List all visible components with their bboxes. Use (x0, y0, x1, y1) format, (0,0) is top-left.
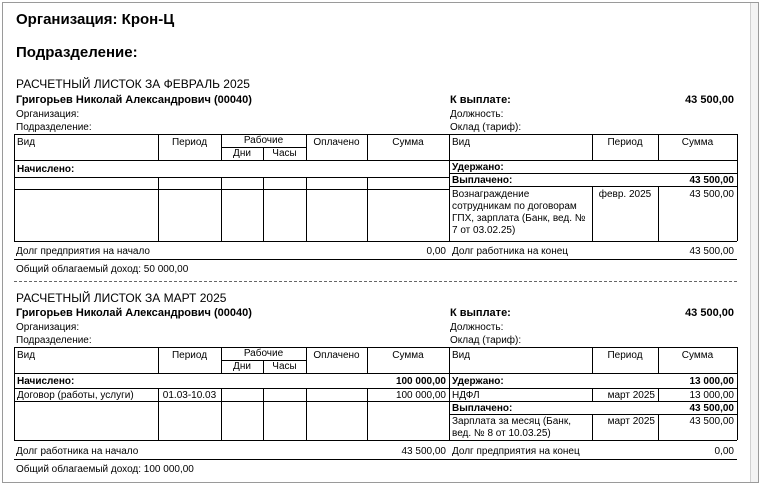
col-hours: Часы (272, 361, 297, 372)
salary-label: Оклад (тариф): (450, 335, 522, 346)
taxable-income: Общий облагаемый доход: 100 000,00 (16, 464, 194, 475)
debt-start-label: Долг работника на начало (16, 446, 139, 457)
col-kind: Вид (17, 350, 36, 361)
accrual-kind: Договор (работы, услуги) (17, 390, 134, 401)
accrued-total: 100 000,00 (395, 376, 446, 387)
col-work: Рабочие (243, 348, 284, 359)
paid-out-total: 43 500,00 (689, 403, 734, 414)
accrued-label: Начислено: (17, 164, 75, 175)
accrued-label: Начислено: (17, 376, 75, 387)
debt-start-value: 43 500,00 (401, 446, 446, 457)
col-sum: Сумма (392, 137, 424, 148)
withheld-total: 13 000,00 (689, 376, 734, 387)
debt-end-value: 43 500,00 (689, 246, 734, 257)
org-label: Организация: (16, 109, 80, 120)
report-sheet (2, 2, 759, 483)
slip-separator (14, 281, 737, 282)
employee-name: Григорьев Николай Александрович (00040) (16, 94, 252, 106)
to-pay-label: К выплате: (450, 94, 511, 106)
dept-label: Подразделение: (16, 335, 92, 346)
col-sum-right: Сумма (681, 350, 714, 361)
payout-sum: 43 500,00 (689, 416, 734, 427)
paid-out-label: Выплачено: (452, 175, 513, 186)
paid-out-label: Выплачено: (452, 403, 513, 414)
position-label: Должность: (450, 322, 504, 333)
employee-name: Григорьев Николай Александрович (00040) (16, 307, 252, 319)
col-period-right: Период (607, 137, 643, 148)
col-hours: Часы (272, 148, 297, 159)
withholding-kind: НДФЛ (452, 390, 480, 401)
to-pay-value: 43 500,00 (685, 307, 734, 319)
to-pay-value: 43 500,00 (685, 94, 734, 106)
to-pay-label: К выплате: (450, 307, 511, 319)
position-label: Должность: (450, 109, 504, 120)
col-kind-right: Вид (452, 137, 471, 148)
debt-end-label: Долг работника на конец (452, 246, 569, 257)
debt-start-label: Долг предприятия на начало (16, 246, 150, 257)
col-period-right: Период (607, 350, 643, 361)
col-period: Период (171, 350, 208, 361)
col-period: Период (171, 137, 208, 148)
withholding-period: март 2025 (607, 390, 655, 401)
debt-end-label: Долг предприятия на конец (452, 446, 580, 457)
col-sum-right: Сумма (681, 137, 714, 148)
withheld-label: Удержано: (452, 162, 504, 173)
col-paid: Оплачено (313, 350, 360, 361)
col-work: Рабочие (243, 135, 284, 146)
col-paid: Оплачено (313, 137, 360, 148)
col-kind-right: Вид (452, 350, 471, 361)
col-days: Дни (233, 361, 251, 372)
payout-sum: 43 500,00 (689, 189, 734, 200)
payout-period: март 2025 (607, 416, 655, 427)
slip-title: РАСЧЕТНЫЙ ЛИСТОК ЗА ФЕВРАЛЬ 2025 (16, 77, 250, 91)
debt-start-value: 0,00 (426, 246, 446, 257)
accrual-period: 01.03-10.03 (162, 390, 217, 401)
salary-label: Оклад (тариф): (450, 122, 522, 133)
department-heading: Подразделение: (16, 44, 138, 61)
payout-period: февр. 2025 (598, 189, 652, 200)
organization-heading: Организация: Крон-Ц (16, 11, 175, 28)
taxable-income: Общий облагаемый доход: 50 000,00 (16, 264, 189, 275)
payout-kind: Вознаграждение сотрудникам по договорам ГПХ, зарплата (Банк, вед. № 7 от 03.02.25) (452, 189, 586, 236)
withheld-label: Удержано: (452, 376, 504, 387)
slip-title: РАСЧЕТНЫЙ ЛИСТОК ЗА МАРТ 2025 (16, 291, 227, 305)
col-sum: Сумма (392, 350, 424, 361)
paid-out-total: 43 500,00 (689, 175, 734, 186)
col-days: Дни (233, 148, 251, 159)
payout-kind: Зарплата за месяц (Банк, вед. № 8 от 10.03.25) (452, 416, 571, 439)
dept-label: Подразделение: (16, 122, 92, 133)
col-kind: Вид (17, 137, 36, 148)
withholding-sum: 13 000,00 (689, 390, 734, 401)
vertical-scrollbar[interactable] (750, 3, 758, 482)
debt-end-value: 0,00 (714, 446, 734, 457)
org-label: Организация: (16, 322, 80, 333)
accrual-sum: 100 000,00 (395, 390, 446, 401)
